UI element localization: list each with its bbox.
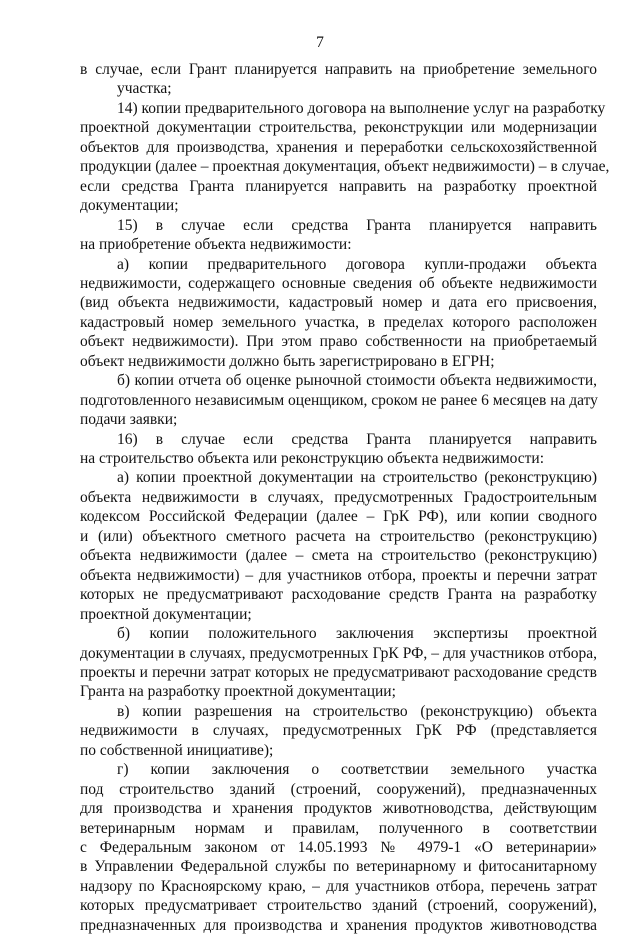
text-line: по собственной инициативе);: [80, 741, 274, 759]
text-line: документации;: [80, 197, 179, 215]
text-line: недвижимости в случаях, предусмотренных ГрК РФ (представляется: [80, 722, 597, 740]
text-line: а) копии предварительного договора купли-продажи объекта: [117, 255, 597, 273]
text-line: кадастровый номер земельного участка, в пределах которого расположен: [80, 313, 597, 331]
text-line: объектов для производства, хранения и переработки сельскохозяйственной: [80, 138, 597, 156]
text-line: объект недвижимости). При этом право собственности на приобретаемый: [80, 333, 597, 351]
text-line: документации в случаях, предусмотренных ГрК РФ, – для участников отбора,: [80, 644, 597, 662]
text-line: и (или) объектного сметного расчета на строительство (реконструкцию): [80, 527, 597, 545]
text-line: проектной документации строительства, реконструкции или модернизации: [80, 119, 597, 137]
text-line: 16) в случае если средства Гранта планируется направить: [117, 430, 597, 448]
text-line: предназначенных для производства и хранения продуктов животноводства: [80, 916, 597, 934]
text-line: объекта недвижимости) – для участников отбора, проекты и перечни затрат: [80, 566, 597, 584]
text-line: б) копии положительного заключения экспертизы проектной: [117, 625, 597, 643]
text-line: для производства и хранения продуктов животноводства, действующим: [80, 800, 597, 818]
text-line: объекта недвижимости (далее – смета на строительство (реконструкцию): [80, 547, 597, 565]
text-line: 15) в случае если средства Гранта планируется направить: [117, 216, 597, 234]
text-line: г) копии заключения о соответствии земельного участка: [117, 761, 597, 779]
text-line: объекта недвижимости в случаях, предусмотренных Градостроительным: [80, 488, 597, 506]
text-line: подачи заявки;: [80, 411, 178, 429]
text-line: которых предусматривает строительство зданий (строений, сооружений),: [80, 897, 597, 915]
text-line: если средства Гранта планируется направить на разработку проектной: [80, 177, 597, 195]
text-line: недвижимости, содержащего основные сведения об объекте недвижимости: [80, 274, 597, 292]
page-number: 7: [316, 34, 324, 51]
text-line: продукции (далее – проектная документация, объект недвижимости) – в случае,: [80, 158, 610, 176]
text-line: ветеринарным нормам и правилам, полученного в соответствии: [80, 819, 597, 837]
text-line: проектной документации;: [80, 605, 252, 623]
text-line: проекты и перечни затрат которых не предусматривают расходование средств: [80, 663, 597, 681]
text-line: которых не предусматривают расходование средств Гранта на разработку: [80, 586, 597, 604]
text-line: кодексом Российской Федерации (далее – ГрК РФ), или копии сводного: [80, 508, 597, 526]
text-line: на строительство объекта или реконструкцию объекта недвижимости:: [80, 450, 545, 467]
text-line: а) копии проектной документации на строительство (реконструкцию): [117, 469, 597, 487]
text-line: в Управлении Федеральной службы по ветеринарному и фитосанитарному: [80, 858, 597, 876]
text-line: участка;: [117, 80, 172, 98]
text-line: надзору по Красноярскому краю, – для участников отбора, перечень затрат: [80, 877, 597, 895]
text-line: Гранта на разработку проектной документации;: [80, 683, 396, 701]
text-line: подготовленного независимым оценщиком, сроком не ранее 6 месяцев на дату: [80, 391, 598, 409]
text-line: в случае, если Грант планируется направить на приобретение земельного: [80, 61, 597, 78]
text-line: (вид объекта недвижимости, кадастровый номер и дата его присвоения,: [80, 294, 597, 312]
text-line: с Федеральным законом от 14.05.1993 № 4979-1 «О ветеринарии»: [80, 839, 597, 856]
text-line: 14) копии предварительного договора на выполнение услуг на разработку: [117, 99, 606, 117]
text-line: под строительство зданий (строений, сооружений), предназначенных: [80, 780, 597, 798]
text-line: на приобретение объекта недвижимости:: [80, 236, 352, 254]
text-line: в) копии разрешения на строительство (реконструкцию) объекта: [117, 702, 597, 720]
text-line: объект недвижимости должно быть зарегистрировано в ЕГРН;: [80, 352, 495, 370]
text-line: б) копии отчета об оценке рыночной стоимости объекта недвижимости,: [117, 372, 597, 390]
